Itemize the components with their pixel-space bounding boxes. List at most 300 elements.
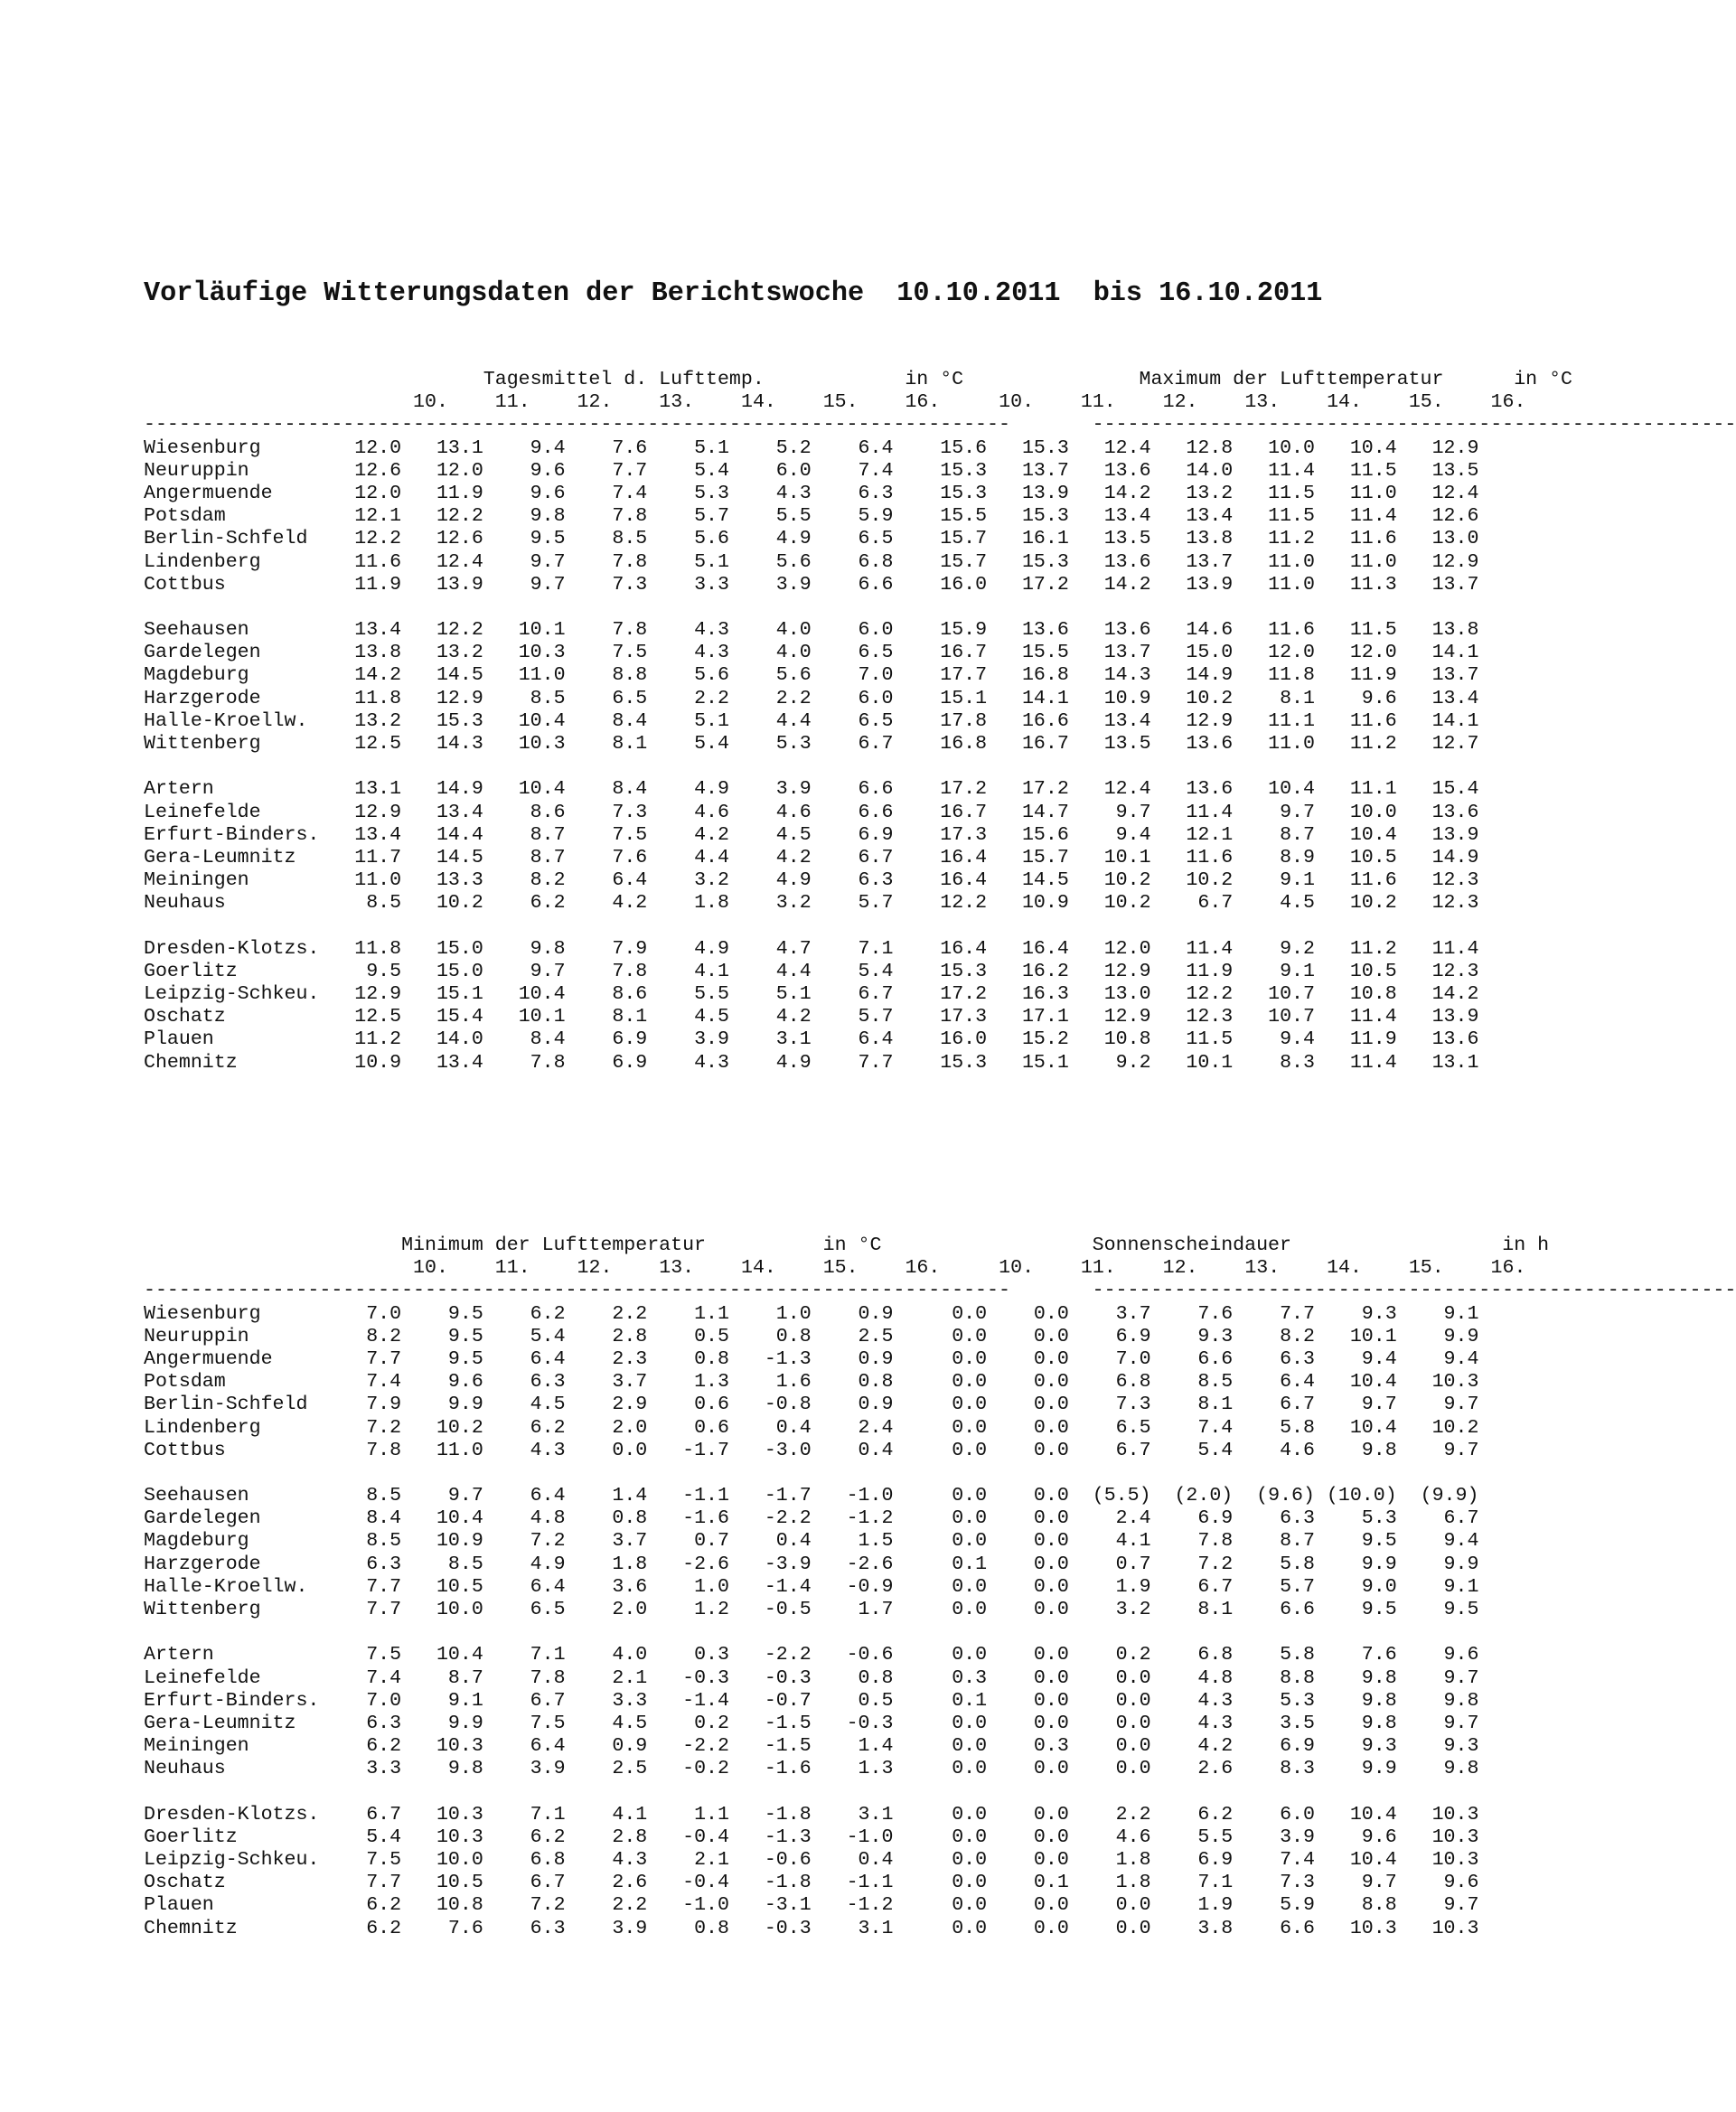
left-value: 14.4 xyxy=(401,823,483,846)
right-value: 11.4 xyxy=(1314,1051,1397,1074)
left-value: 7.9 xyxy=(343,1394,402,1416)
left-value: 6.5 xyxy=(565,687,648,709)
left-value: 8.6 xyxy=(483,801,566,823)
left-value: 2.4 xyxy=(811,1416,894,1439)
table-row xyxy=(144,688,1736,710)
right-value: 10.3 xyxy=(1396,1917,1479,1939)
right-value: 6.6 xyxy=(1233,1599,1315,1620)
day-label: 14. xyxy=(729,391,776,414)
right-value: 11.1 xyxy=(1314,778,1397,801)
left-value: 4.3 xyxy=(728,482,812,504)
right-value: 11.5 xyxy=(1150,1028,1234,1051)
left-value: 0.9 xyxy=(811,1394,894,1416)
right-value: 9.5 xyxy=(1314,1530,1397,1553)
left-value: -0.3 xyxy=(647,1666,729,1689)
left-value: 7.7 xyxy=(343,1347,402,1370)
left-value: 6.4 xyxy=(811,1028,894,1051)
left-value: 1.3 xyxy=(647,1371,729,1394)
right-value: 13.8 xyxy=(1150,528,1234,550)
right-value: 0.7 xyxy=(1068,1553,1151,1575)
left-value: 4.0 xyxy=(728,642,812,664)
right-value: 9.8 xyxy=(1314,1689,1397,1712)
left-value: 3.9 xyxy=(728,573,812,596)
station-name: Seehausen xyxy=(144,1485,343,1507)
left-value: 0.8 xyxy=(647,1347,729,1370)
right-value: 6.7 xyxy=(1233,1394,1315,1416)
right-value: (2.0) xyxy=(1150,1485,1234,1507)
right-value: 0.0 xyxy=(928,1894,988,1917)
left-value: -3.0 xyxy=(728,1439,812,1461)
day-label: 11. xyxy=(483,1257,530,1280)
table-row xyxy=(144,983,1736,1006)
right-value: 13.7 xyxy=(1396,664,1479,687)
station-name: Plauen xyxy=(144,1894,343,1917)
station-name: Neuhaus xyxy=(144,892,343,915)
right-value: 4.8 xyxy=(1150,1666,1234,1689)
day-label: 13. xyxy=(647,1257,695,1280)
right-value: 10.2 xyxy=(1314,892,1397,915)
left-value: -1.8 xyxy=(728,1803,812,1826)
right-value: 0.0 xyxy=(987,1758,1069,1780)
left-value: 9.7 xyxy=(483,550,566,573)
left-value: 11.6 xyxy=(343,550,402,573)
left-value: 2.0 xyxy=(565,1416,648,1439)
right-value: 6.3 xyxy=(1233,1507,1315,1530)
left-value: 9.5 xyxy=(401,1302,483,1325)
left-value: -2.2 xyxy=(728,1507,812,1530)
right-value: 7.2 xyxy=(1150,1553,1234,1575)
left-value: 6.4 xyxy=(483,1735,566,1758)
station-name: Neuhaus xyxy=(144,1758,343,1780)
day-label: 15. xyxy=(811,391,859,414)
left-value: 10.4 xyxy=(401,1507,483,1530)
left-value: 6.8 xyxy=(483,1849,566,1872)
right-value: 15.4 xyxy=(1396,778,1479,801)
left-value: 7.2 xyxy=(343,1416,402,1439)
left-value: 6.3 xyxy=(483,1371,566,1394)
right-value: 4.1 xyxy=(1068,1530,1151,1553)
left-value: 2.8 xyxy=(565,1325,648,1347)
left-value: 0.4 xyxy=(728,1530,812,1553)
right-value: 10.4 xyxy=(1314,823,1397,846)
left-value: 6.2 xyxy=(483,1826,566,1848)
right-value: 10.2 xyxy=(1150,869,1234,892)
right-value: 7.7 xyxy=(1233,1302,1315,1325)
right-value: 9.7 xyxy=(1068,801,1151,823)
right-value: 0.0 xyxy=(987,1485,1069,1507)
table-row xyxy=(144,1872,1736,1894)
table-row xyxy=(144,483,1736,505)
right-value: 9.4 xyxy=(1396,1530,1479,1553)
day-label: 10. xyxy=(987,391,1035,414)
left-value: -1.3 xyxy=(728,1347,812,1370)
left-value: 8.7 xyxy=(483,823,566,846)
left-value: 4.9 xyxy=(483,1553,566,1575)
right-value: 12.3 xyxy=(1396,869,1479,892)
left-value: 10.2 xyxy=(401,892,483,915)
right-value: 11.6 xyxy=(1314,709,1397,732)
section-heading xyxy=(144,369,1736,391)
station-name: Harzgerode xyxy=(144,1553,343,1575)
left-value: 9.8 xyxy=(483,937,566,960)
right-value: 0.0 xyxy=(987,1894,1069,1917)
right-value: 13.1 xyxy=(1396,1051,1479,1074)
left-value: 2.3 xyxy=(565,1347,648,1370)
left-value: 0.4 xyxy=(728,1416,812,1439)
right-value: 9.4 xyxy=(1314,1347,1397,1370)
left-value: 8.5 xyxy=(343,1530,402,1553)
station-name: Angermuende xyxy=(144,482,343,504)
right-value: 7.6 xyxy=(1150,1302,1234,1325)
left-value: 1.4 xyxy=(811,1735,894,1758)
left-value: 12.2 xyxy=(343,528,402,550)
left-value: 0.0 xyxy=(565,1439,648,1461)
right-value: 0.0 xyxy=(987,1803,1069,1826)
right-value: 6.3 xyxy=(1233,1347,1315,1370)
right-value: 2.6 xyxy=(1150,1758,1234,1780)
right-value: 7.4 xyxy=(1233,1849,1315,1872)
left-value: 6.7 xyxy=(483,1872,566,1894)
right-value: 5.8 xyxy=(1233,1644,1315,1666)
day-label: 15. xyxy=(1396,391,1444,414)
right-value: 12.8 xyxy=(1150,436,1234,459)
right-value: 12.3 xyxy=(1396,960,1479,982)
right-value: 15.1 xyxy=(928,687,988,709)
right-value: 9.9 xyxy=(1314,1553,1397,1575)
right-value: 10.3 xyxy=(1396,1371,1479,1394)
right-value: 15.6 xyxy=(928,436,988,459)
right-value: 10.2 xyxy=(1068,869,1151,892)
right-value: 10.3 xyxy=(1396,1826,1479,1848)
right-value: 7.3 xyxy=(1068,1394,1151,1416)
left-value: 8.8 xyxy=(565,664,648,687)
right-value: 12.2 xyxy=(1150,983,1234,1006)
right-value: 16.4 xyxy=(987,937,1069,960)
station-name: Oschatz xyxy=(144,1006,343,1028)
left-value: 4.5 xyxy=(647,1006,729,1028)
right-value: 3.5 xyxy=(1233,1712,1315,1734)
left-value: 13.4 xyxy=(401,1051,483,1074)
table-row xyxy=(144,1052,1736,1075)
right-value: 16.0 xyxy=(928,1028,988,1051)
left-value: 6.4 xyxy=(565,869,648,892)
right-value: 2.2 xyxy=(1068,1803,1151,1826)
right-value: 11.4 xyxy=(1233,459,1315,482)
left-value: 10.0 xyxy=(401,1849,483,1872)
page-title: Vorläufige Witterungsdaten der Berichtswoche 10.10.2011 bis 16.10.2011 xyxy=(144,278,1323,309)
left-value: -1.4 xyxy=(728,1575,812,1598)
right-value: 12.1 xyxy=(1150,823,1234,846)
right-value: 10.4 xyxy=(1314,1416,1397,1439)
left-value: 0.6 xyxy=(647,1394,729,1416)
right-value: 6.4 xyxy=(1233,1371,1315,1394)
left-value: -1.7 xyxy=(728,1485,812,1507)
station-name: Halle-Kroellw. xyxy=(144,709,343,732)
group-spacer xyxy=(144,915,1736,938)
right-value: 0.1 xyxy=(928,1689,988,1712)
right-value: 14.2 xyxy=(1396,983,1479,1006)
right-value: 0.0 xyxy=(928,1485,988,1507)
left-value: 5.4 xyxy=(647,459,729,482)
left-value: 6.6 xyxy=(811,801,894,823)
left-value: 3.3 xyxy=(565,1689,648,1712)
left-value: 9.5 xyxy=(401,1347,483,1370)
right-value: 16.0 xyxy=(928,573,988,596)
station-name: Leipzig-Schkeu. xyxy=(144,1849,343,1872)
left-value: 13.4 xyxy=(401,801,483,823)
right-value: 9.6 xyxy=(1396,1872,1479,1894)
right-value: 16.1 xyxy=(987,528,1069,550)
left-value: 4.0 xyxy=(565,1644,648,1666)
station-name: Magdeburg xyxy=(144,664,343,687)
right-value: 1.8 xyxy=(1068,1849,1151,1872)
right-value: 11.2 xyxy=(1314,937,1397,960)
left-value: 6.9 xyxy=(811,823,894,846)
right-value: 12.9 xyxy=(1068,1006,1151,1028)
left-value: 7.3 xyxy=(565,801,648,823)
section-heading xyxy=(144,1234,1736,1257)
left-value: 4.2 xyxy=(728,1006,812,1028)
right-value: 0.0 xyxy=(1068,1917,1151,1939)
left-value: 6.2 xyxy=(483,1302,566,1325)
left-value: 3.9 xyxy=(483,1758,566,1780)
table-row xyxy=(144,1417,1736,1440)
left-value: 5.5 xyxy=(647,983,729,1006)
right-value: 9.7 xyxy=(1396,1439,1479,1461)
table-row xyxy=(144,619,1736,642)
right-value: 13.9 xyxy=(987,482,1069,504)
right-value: 0.0 xyxy=(987,1917,1069,1939)
left-value: 9.5 xyxy=(483,528,566,550)
right-value: 13.4 xyxy=(1068,709,1151,732)
left-value: 11.8 xyxy=(343,937,402,960)
left-value: -1.0 xyxy=(811,1826,894,1848)
right-value: 0.0 xyxy=(928,1394,988,1416)
table-row xyxy=(144,437,1736,460)
left-value: 6.4 xyxy=(483,1347,566,1370)
right-unit: in °C xyxy=(1514,369,1572,390)
left-value: 4.3 xyxy=(483,1439,566,1461)
station-name: Cottbus xyxy=(144,1439,343,1461)
left-value: 10.4 xyxy=(401,1644,483,1666)
right-value: 14.5 xyxy=(987,869,1069,892)
right-value: 13.7 xyxy=(1068,642,1151,664)
right-value: 7.3 xyxy=(1233,1872,1315,1894)
left-value: 10.1 xyxy=(483,619,566,642)
left-value: 4.4 xyxy=(728,960,812,982)
left-value: 6.2 xyxy=(343,1735,402,1758)
right-value: 5.9 xyxy=(1233,1894,1315,1917)
right-value: 0.0 xyxy=(928,1439,988,1461)
right-value: 13.7 xyxy=(987,459,1069,482)
table-row xyxy=(144,1507,1736,1530)
left-value: 3.7 xyxy=(565,1371,648,1394)
table-row xyxy=(144,1440,1736,1462)
left-value: -1.4 xyxy=(647,1689,729,1712)
left-value: 1.0 xyxy=(647,1575,729,1598)
left-value: 7.6 xyxy=(565,436,648,459)
right-value: 17.7 xyxy=(928,664,988,687)
left-value: 6.5 xyxy=(811,528,894,550)
left-value: 3.1 xyxy=(811,1917,894,1939)
station-name: Seehausen xyxy=(144,619,343,642)
right-value: 0.0 xyxy=(987,1553,1069,1575)
station-name: Erfurt-Binders. xyxy=(144,823,343,846)
left-value: 3.9 xyxy=(647,1028,729,1051)
right-value: 13.5 xyxy=(1396,459,1479,482)
left-value: 13.4 xyxy=(343,823,402,846)
left-value: 1.7 xyxy=(811,1599,894,1620)
right-value: 11.2 xyxy=(1314,733,1397,755)
left-value: -2.2 xyxy=(647,1735,729,1758)
right-value: 10.3 xyxy=(1314,1917,1397,1939)
left-value: 5.6 xyxy=(647,664,729,687)
left-value: 6.0 xyxy=(728,459,812,482)
right-value: 17.2 xyxy=(987,573,1069,596)
right-value: 9.9 xyxy=(1396,1553,1479,1575)
right-value: 15.0 xyxy=(1150,642,1234,664)
right-value: 12.4 xyxy=(1068,436,1151,459)
right-value: 9.7 xyxy=(1396,1712,1479,1734)
right-value: 9.4 xyxy=(1233,1028,1315,1051)
day-label: 16. xyxy=(1478,391,1526,414)
right-value: 0.0 xyxy=(1068,1758,1151,1780)
table-row xyxy=(144,1348,1736,1371)
left-value: 10.4 xyxy=(483,778,566,801)
left-value: 0.9 xyxy=(811,1302,894,1325)
left-value: 9.6 xyxy=(401,1371,483,1394)
right-value: 15.3 xyxy=(928,1051,988,1074)
left-value: 4.9 xyxy=(728,528,812,550)
left-value: 1.8 xyxy=(647,892,729,915)
day-label: 11. xyxy=(1068,1257,1116,1280)
left-value: 6.3 xyxy=(811,869,894,892)
left-value: 7.8 xyxy=(565,550,648,573)
left-value: 12.0 xyxy=(401,459,483,482)
right-value: 0.0 xyxy=(987,1826,1069,1848)
left-value: 14.5 xyxy=(401,664,483,687)
right-value: 12.9 xyxy=(1396,550,1479,573)
right-value: 0.0 xyxy=(987,1599,1069,1620)
right-value: 16.4 xyxy=(928,869,988,892)
left-value: 1.6 xyxy=(728,1371,812,1394)
left-value: 6.7 xyxy=(343,1803,402,1826)
table-row xyxy=(144,892,1736,915)
day-header xyxy=(144,1257,1736,1280)
table-row xyxy=(144,1553,1736,1576)
left-value: 7.0 xyxy=(343,1689,402,1712)
station-name: Meiningen xyxy=(144,869,343,892)
right-value: 10.5 xyxy=(1314,960,1397,982)
day-label: 12. xyxy=(565,1257,613,1280)
right-value: 0.0 xyxy=(928,1917,988,1939)
station-name: Plauen xyxy=(144,1028,343,1051)
day-header xyxy=(144,391,1736,414)
right-value: 13.0 xyxy=(1396,528,1479,550)
right-value: 7.6 xyxy=(1314,1644,1397,1666)
right-value: 7.8 xyxy=(1150,1530,1234,1553)
right-value: 0.0 xyxy=(928,1644,988,1666)
right-value: 11.5 xyxy=(1233,505,1315,528)
left-value: 6.2 xyxy=(343,1917,402,1939)
right-value: 0.0 xyxy=(987,1302,1069,1325)
left-value: 5.9 xyxy=(811,505,894,528)
left-value: 0.9 xyxy=(811,1347,894,1370)
left-value: 15.1 xyxy=(401,983,483,1006)
table-row xyxy=(144,1576,1736,1599)
left-value: 10.2 xyxy=(401,1416,483,1439)
left-value: -1.7 xyxy=(647,1439,729,1461)
station-name: Meiningen xyxy=(144,1735,343,1758)
day-label: 11. xyxy=(1068,391,1116,414)
right-value: 4.6 xyxy=(1068,1826,1151,1848)
left-value: 7.5 xyxy=(483,1712,566,1734)
right-value: 9.7 xyxy=(1396,1666,1479,1689)
group-spacer xyxy=(144,1462,1736,1485)
left-value: 7.9 xyxy=(565,937,648,960)
left-value: 1.5 xyxy=(811,1530,894,1553)
left-value: 4.9 xyxy=(647,778,729,801)
table-row xyxy=(144,1371,1736,1394)
right-value: 17.2 xyxy=(987,778,1069,801)
left-value: 6.2 xyxy=(343,1894,402,1917)
left-value: 12.2 xyxy=(401,505,483,528)
left-value: 2.5 xyxy=(565,1758,648,1780)
right-value: 9.1 xyxy=(1233,960,1315,982)
right-value: 0.0 xyxy=(987,1325,1069,1347)
left-value: 15.3 xyxy=(401,709,483,732)
right-value: 9.3 xyxy=(1314,1302,1397,1325)
left-value: 12.9 xyxy=(401,687,483,709)
left-value: 7.1 xyxy=(811,937,894,960)
right-value: 14.6 xyxy=(1150,619,1234,642)
left-value: 8.5 xyxy=(565,528,648,550)
right-value: 10.7 xyxy=(1233,1006,1315,1028)
station-name: Lindenberg xyxy=(144,1416,343,1439)
right-value: 8.7 xyxy=(1233,1530,1315,1553)
right-value: 0.0 xyxy=(928,1872,988,1894)
left-value: 10.3 xyxy=(483,733,566,755)
right-value: 11.0 xyxy=(1233,550,1315,573)
right-value: 15.6 xyxy=(987,823,1069,846)
left-unit: in °C xyxy=(822,1234,882,1256)
right-value: 11.5 xyxy=(1314,459,1397,482)
left-value: 9.7 xyxy=(483,960,566,982)
group-spacer xyxy=(144,1781,1736,1804)
left-value: 7.5 xyxy=(343,1849,402,1872)
left-value: 0.5 xyxy=(811,1689,894,1712)
left-value: 0.8 xyxy=(811,1371,894,1394)
station-name: Artern xyxy=(144,1644,343,1666)
right-value: 4.6 xyxy=(1233,1439,1315,1461)
station-name: Harzgerode xyxy=(144,687,343,709)
table-row xyxy=(144,961,1736,983)
left-value: 8.5 xyxy=(343,892,402,915)
left-value: 6.3 xyxy=(343,1712,402,1734)
right-value: 0.0 xyxy=(1068,1712,1151,1734)
left-value: 7.7 xyxy=(565,459,648,482)
right-value: 15.5 xyxy=(987,642,1069,664)
left-value: -2.2 xyxy=(728,1644,812,1666)
left-value: 13.2 xyxy=(343,709,402,732)
left-value: 5.7 xyxy=(811,892,894,915)
left-value: 4.6 xyxy=(647,801,729,823)
right-value: 0.2 xyxy=(1068,1644,1151,1666)
separator: -------------------------------------------------------------------------- ------------------------------------------------------- xyxy=(144,1280,1736,1302)
right-value: 15.3 xyxy=(987,505,1069,528)
left-value: 2.0 xyxy=(565,1599,648,1620)
left-value: 2.2 xyxy=(728,687,812,709)
